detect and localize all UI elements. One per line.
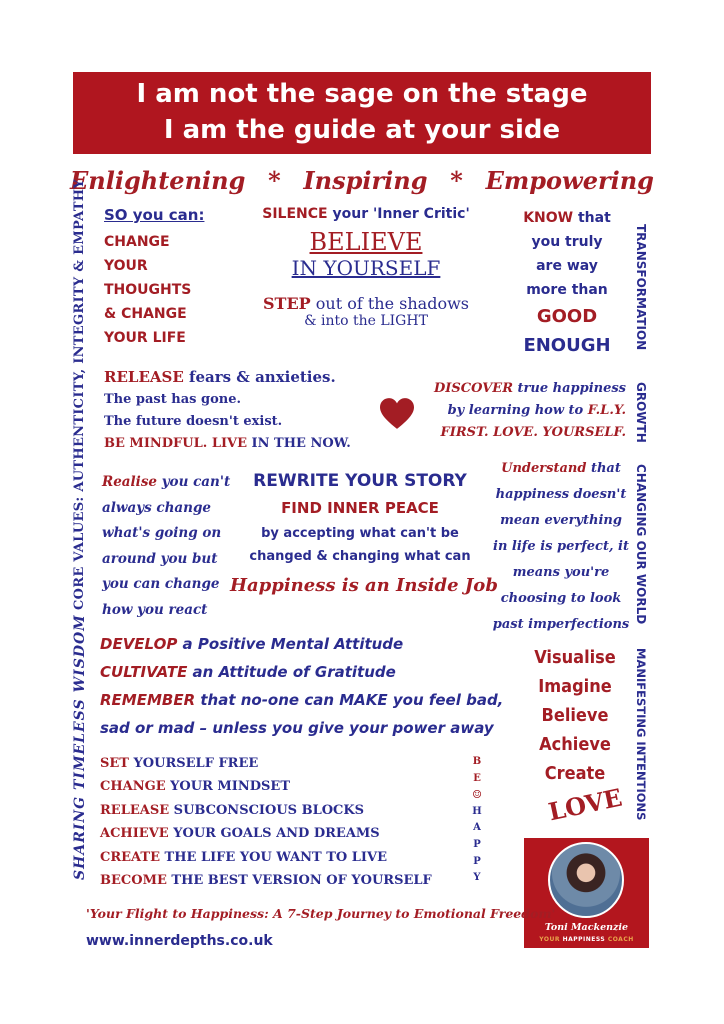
letter: B	[472, 756, 482, 767]
author-name: Toni Mackenzie	[544, 922, 629, 933]
discover-line: by learning how to	[447, 403, 588, 418]
growth-vertical: GROWTH	[634, 381, 648, 443]
remember-keyword: REMEMBER	[100, 691, 196, 709]
list-item-text: YOUR MINDSET	[165, 779, 291, 795]
rewrite-line: changed & changing what can	[249, 549, 471, 564]
letter: Y	[473, 872, 481, 884]
letter: A	[473, 822, 481, 834]
list-item-keyword: CREATE	[100, 849, 161, 865]
believe-heading: BELIEVE	[309, 228, 423, 256]
step-keyword: STEP	[263, 294, 311, 313]
silence-keyword: SILENCE	[262, 206, 328, 222]
know-block	[506, 206, 628, 360]
understand-line: choosing to look	[500, 591, 622, 606]
core-values-vertical: CORE VALUES: AUTHENTICITY, INTEGRITY & EMPATHY	[72, 179, 87, 610]
book-title: 'Your Flight to Happiness: A 7-Step Journey to Emotional Freedom'	[86, 906, 556, 921]
so-you-can-block	[104, 206, 204, 350]
know-line: are way	[536, 258, 598, 274]
first-love-yourself: FIRST. LOVE. YOURSELF.	[440, 425, 626, 440]
realise-line: how you react	[102, 601, 208, 618]
list-item	[100, 869, 432, 892]
be-happy-column	[470, 754, 484, 887]
center-top-block	[246, 206, 486, 329]
live-text: LIVE	[211, 436, 248, 451]
discover-keyword: DISCOVER	[434, 381, 514, 396]
remember-text: that no-one can MAKE you feel bad,	[195, 691, 504, 709]
author-title-part: HAPPINESS	[562, 936, 606, 943]
silence-text: your 'Inner Critic'	[327, 206, 470, 222]
release-keyword: RELEASE	[104, 368, 184, 386]
tagline-separator: *	[450, 165, 463, 195]
author-title-part: COACH	[605, 936, 634, 943]
list-item	[100, 775, 432, 798]
list-item-keyword: RELEASE	[100, 802, 170, 818]
tagline-inspiring: Inspiring	[303, 165, 428, 195]
realise-line: you can change	[102, 576, 220, 592]
transformation-vertical: TRANSFORMATION	[634, 223, 648, 351]
realise-line: around you but	[102, 550, 218, 567]
discover-text: true happiness	[513, 381, 626, 396]
so-line: & CHANGE	[104, 306, 187, 322]
tagline-enlightening: Enlightening	[70, 165, 246, 195]
list-item-keyword: SET	[100, 756, 129, 771]
tagline	[70, 160, 654, 200]
enough-text: ENOUGH	[523, 335, 611, 356]
manifesting-vertical: MANIFESTING INTENTIONS	[634, 647, 648, 821]
rewrite-line: by accepting what can't be	[261, 526, 459, 541]
list-item	[100, 846, 432, 869]
understand-line: past imperfections	[492, 617, 630, 632]
understand-text: that	[586, 461, 621, 476]
realise-line: always change	[102, 499, 212, 516]
header-banner	[73, 72, 651, 154]
in-the-now-text: IN THE NOW.	[247, 436, 351, 451]
list-item-text: SUBCONSCIOUS BLOCKS	[169, 802, 365, 818]
website-link[interactable]: www.innerdepths.co.uk	[86, 933, 273, 949]
sharing-wisdom-vertical: SHARING TIMELESS WISDOM	[72, 614, 88, 880]
realise-line: what's going on	[102, 525, 222, 541]
list-item-text: THE LIFE YOU WANT TO LIVE	[160, 849, 387, 865]
list-item	[100, 799, 432, 822]
know-text: that	[573, 210, 611, 226]
letter: E	[473, 772, 481, 784]
letter: P	[473, 855, 481, 867]
list-item-text: YOUR GOALS AND DREAMS	[168, 826, 380, 842]
release-block	[104, 365, 351, 455]
understand-line: happiness doesn't	[495, 487, 627, 502]
into-light-text: & into the LIGHT	[304, 313, 428, 329]
develop-keyword: DEVELOP	[100, 635, 178, 653]
know-line: more than	[526, 282, 608, 298]
action-list	[100, 752, 432, 892]
visualise-word: Imagine	[538, 676, 612, 697]
release-text: fears & anxieties.	[183, 368, 336, 386]
find-peace-heading: FIND INNER PEACE	[281, 499, 439, 517]
remember-line: sad or mad – unless you give your power away	[100, 719, 494, 737]
author-photo	[548, 842, 624, 918]
banner-line-2: I am the guide at your side	[163, 115, 561, 145]
list-item	[100, 822, 432, 845]
so-line: THOUGHTS	[104, 282, 192, 298]
visualise-word: Believe	[541, 705, 609, 726]
understand-line: in life is perfect, it	[493, 539, 629, 554]
letter: P	[473, 838, 481, 850]
understand-keyword: Understand	[501, 461, 587, 476]
love-text: LOVE	[545, 782, 625, 827]
heart-icon	[380, 398, 414, 430]
develop-text: a Positive Mental Attitude	[177, 635, 404, 653]
visualise-word: Achieve	[539, 734, 611, 755]
inside-job-text: Happiness is an Inside Job	[230, 575, 498, 596]
fly-text: F.L.Y.	[587, 403, 626, 418]
list-item-text: YOURSELF FREE	[128, 756, 259, 771]
be-mindful-text: BE MINDFUL.	[104, 436, 212, 451]
banner-line-1: I am not the sage on the stage	[136, 79, 588, 109]
good-text: GOOD	[536, 306, 598, 327]
rewrite-heading: REWRITE YOUR STORY	[253, 471, 467, 491]
visualise-word: Create	[544, 763, 606, 784]
smiley-icon: ☺	[472, 788, 482, 802]
cultivate-text: an Attitude of Gratitude	[187, 663, 396, 681]
discover-block	[410, 378, 626, 444]
list-item-keyword: BECOME	[100, 873, 167, 889]
so-you-can-heading: SO you can:	[104, 206, 205, 224]
know-keyword: KNOW	[523, 210, 574, 226]
know-line: you truly	[531, 234, 603, 250]
understand-block	[490, 456, 632, 638]
visualise-word: Visualise	[534, 647, 616, 668]
in-yourself-heading: IN YOURSELF	[291, 256, 441, 280]
understand-line: mean everything	[500, 513, 622, 528]
list-item-keyword: ACHIEVE	[100, 826, 169, 842]
author-title-part: YOUR	[539, 936, 563, 943]
release-line: The past has gone.	[104, 392, 242, 407]
list-item-keyword: CHANGE	[100, 779, 166, 795]
tagline-empowering: Empowering	[485, 165, 654, 195]
cultivate-keyword: CULTIVATE	[100, 663, 188, 681]
list-item	[100, 752, 432, 775]
visualise-block	[520, 643, 630, 788]
so-line: CHANGE	[104, 234, 170, 250]
release-line: The future doesn't exist.	[104, 414, 283, 429]
attitudes-block	[100, 630, 503, 742]
rewrite-block	[230, 468, 498, 604]
step-text: out of the shadows	[310, 294, 469, 313]
author-title	[524, 936, 649, 943]
tagline-separator: *	[268, 165, 281, 195]
realise-text: you can't	[157, 474, 231, 490]
letter: H	[472, 805, 482, 817]
understand-line: means you're	[512, 565, 610, 580]
realise-keyword: Realise	[102, 474, 158, 490]
list-item-text: THE BEST VERSION OF YOURSELF	[166, 873, 432, 889]
changing-world-vertical: CHANGING OUR WORLD	[634, 463, 648, 625]
so-line: YOUR LIFE	[104, 330, 186, 346]
realise-block	[102, 470, 230, 623]
so-line: YOUR	[104, 258, 148, 274]
